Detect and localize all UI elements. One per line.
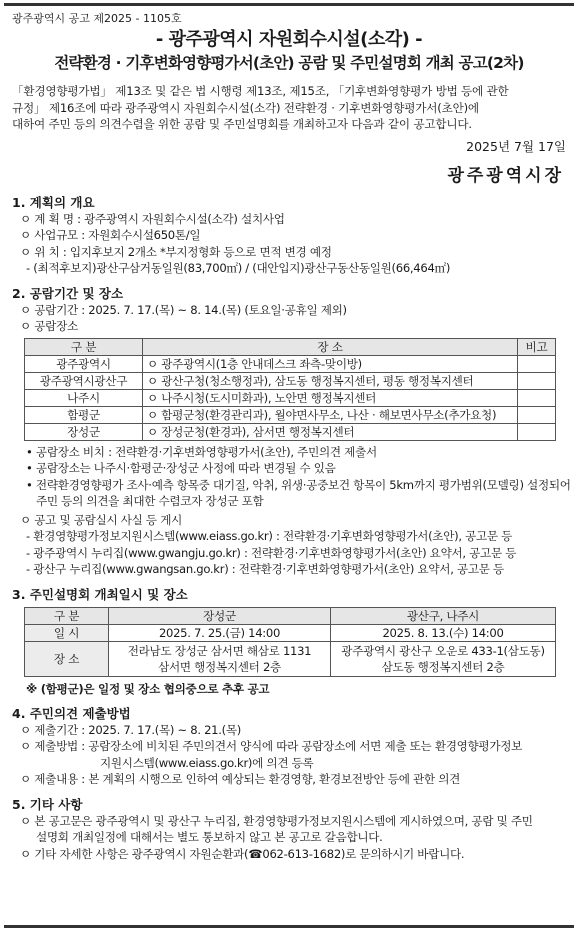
notice-date: 2025년 7월 17일 — [466, 138, 566, 154]
web-posting-item: - 환경영향평가정보지원시스템(www.eiass.go.kr) : 전략환경·기후변화영향평가서(초안), 공고문 등 — [26, 529, 513, 543]
place-cell: ㅇ 광주광역시(1층 안내데스크 좌측-맞이방) — [143, 355, 518, 372]
notice-page — [4, 3, 574, 928]
briefing-note: ※ (함평군)은 일정 및 장소 협의중으로 추후 공고 — [26, 681, 270, 696]
bullet-note: • 공람장소 비치 : 전략환경·기후변화영향평가서(초안), 주민의견 제출서 — [26, 444, 377, 459]
place-cell: ㅇ 광산구청(청소행정과), 삼도동 행정복지센터, 평동 행정복지센터 — [143, 372, 518, 389]
table-row — [25, 389, 556, 406]
table-header: 구 분 — [25, 607, 109, 624]
submit-method-cont: 지원시스템(www.eiass.go.kr)에 의견 등록 — [100, 755, 314, 770]
submit-content: ㅇ 제출내용 : 본 계획의 시행으로 인하여 예상되는 환경영향, 환경보전방안 등에 관한 의견 — [20, 772, 461, 786]
area-cell: 함평군 — [25, 406, 143, 423]
place-cell: ㅇ 함평군청(환경관리과), 월야면사무소, 나산 · 해보면사무소(추가요청) — [143, 406, 518, 423]
section-4-title: 4. 주민의견 제출방법 — [12, 705, 131, 721]
table-header: 장성군 — [109, 607, 331, 624]
bullet-note: • 전략환경영향평가 조사·예측 항목중 대기질, 악취, 위생·공중보건 항목이 5km까지 평가범위(모델링) 설정되어 — [26, 477, 571, 492]
table-row — [25, 372, 556, 389]
briefing-table — [24, 607, 556, 677]
place-cell: ㅇ 나주시청(도시미화과), 노안면 행정복지센터 — [143, 389, 518, 406]
table-header: 장 소 — [143, 338, 518, 355]
area-cell: 장성군 — [25, 423, 143, 440]
note-cell — [518, 406, 556, 423]
section-5-title: 5. 기타 사항 — [12, 796, 83, 812]
bullet-note: • 공람장소는 나주시·함평군·장성군 사정에 따라 변경될 수 있음 — [26, 461, 336, 475]
signer: 광주광역시장 — [447, 165, 564, 186]
notice-title: - 광주광역시 자원회수시설(소각) - — [155, 29, 423, 50]
date-gwangsan: 2025. 8. 13.(수) 14:00 — [331, 624, 556, 641]
place-gwangsan — [331, 641, 556, 676]
table-row — [25, 624, 556, 641]
review-period: ㅇ 공람기간 : 2025. 7. 17.(목) ~ 8. 14.(목) (토요일·공휴일 제외) — [20, 302, 347, 317]
notice-number: 광주광역시 공고 제2025 - 1105호 — [12, 12, 182, 25]
date-jangseong: 2025. 7. 25.(금) 14:00 — [109, 624, 331, 641]
plan-location: ㅇ 위 치 : 입지후보지 2개소 *부지정형화 등으로 면적 변경 예정 — [20, 244, 332, 259]
table-row — [25, 355, 556, 372]
table-row — [25, 641, 556, 676]
note-cell — [518, 355, 556, 372]
etc-item: ㅇ 기타 자세한 사항은 광주광역시 자원순환과(☎062-613-1682)로 문의하시기 바랍니다. — [20, 846, 465, 861]
submit-period: ㅇ 제출기간 : 2025. 7. 17.(목) ~ 8. 21.(목) — [20, 722, 241, 737]
place-line: 전라남도 장성군 삼서면 해삼로 1131 — [127, 643, 312, 658]
web-posting-item: - 광주광역시 누리집(www.gwangju.go.kr) : 전략환경·기후변화영향평가서(초안) 요약서, 공고문 등 — [26, 545, 517, 560]
note-cell — [518, 423, 556, 440]
etc-item-cont: 설명회 개최일정에 대해서는 별도 통보하지 않고 본 공고로 갈음합니다. — [36, 830, 383, 844]
notice-subtitle: 전략환경 · 기후변화영향평가서(초안) 공람 및 주민설명회 개최 공고(2차) — [54, 54, 524, 72]
intro-paragraph — [12, 83, 566, 133]
place-line: 광주광역시 광산구 오운로 433-1(삼도동) — [341, 643, 545, 658]
place-cell: ㅇ 장성군청(환경과), 삼서면 행정복지센터 — [143, 423, 518, 440]
table-header: 구 분 — [25, 338, 143, 355]
place-line: 삼서면 행정복지센터 2층 — [158, 659, 281, 674]
table-header: 광산구, 나주시 — [331, 607, 556, 624]
plan-name: ㅇ 계 획 명 : 광주광역시 자원회수시설(소각) 설치사업 — [20, 211, 285, 226]
row-label: 일 시 — [25, 624, 109, 641]
web-posting-item: - 광산구 누리집(www.gwangsan.go.kr) : 전략환경·기후변화영향평가서(초안) 요약서, 공고문 등 — [26, 562, 504, 576]
bullet-note-cont: 주민 등의 의견을 최대한 수렴코자 장성군 포함 — [36, 494, 264, 508]
submit-method: ㅇ 제출방법 : 공람장소에 비치된 주민의견서 양식에 따라 공람장소에 서면 제출 또는 환경영향평가정보 — [20, 739, 523, 753]
area-cell: 나주시 — [25, 389, 143, 406]
intro-line: 대하여 주민 등의 의견수렴을 위한 공람 및 주민설명회를 개최하고자 다음과 같이 공고합니다. — [12, 117, 472, 131]
area-cell: 광주광역시광산구 — [25, 372, 143, 389]
plan-scale: ㅇ 사업규모 : 자원회수시설650톤/일 — [20, 228, 201, 242]
place-jangseong — [109, 641, 331, 676]
place-line: 삼도동 행정복지센터 2층 — [381, 659, 505, 674]
section-2-title: 2. 공람기간 및 장소 — [12, 285, 124, 301]
row-label: 장 소 — [25, 641, 109, 676]
note-cell — [518, 389, 556, 406]
etc-item: ㅇ 본 공고문은 광주광역시 및 광산구 누리집, 환경영향평가정보지원시스템에 게시하였으며, 공람 및 주민 — [20, 813, 533, 828]
review-place-table — [24, 338, 556, 441]
table-header: 비고 — [518, 338, 556, 355]
intro-line: 규정」 제16조에 따라 광주광역시 자원회수시설(소각) 전략환경 · 기후변화영향평가서(초안)에 — [12, 100, 479, 115]
table-row — [25, 406, 556, 423]
section-1-title: 1. 계획의 개요 — [12, 194, 95, 210]
table-row — [25, 423, 556, 440]
plan-sites: - (최적후보지)광산구삼거동일원(83,700㎡) / (대안입지)광산구동산동일원(66,464㎡) — [26, 261, 451, 275]
note-cell — [518, 372, 556, 389]
intro-line: 「환경영향평가법」 제13조 및 같은 법 시행령 제13조, 제15조, 「기후변화영향평가 방법 등에 관한 — [12, 84, 509, 98]
web-posting-label: ㅇ 공고 및 공람실시 사실 등 게시 — [20, 512, 183, 527]
section-3-title: 3. 주민설명회 개최일시 및 장소 — [12, 586, 188, 602]
area-cell: 광주광역시 — [25, 355, 143, 372]
review-place-label: ㅇ 공람장소 — [20, 319, 78, 333]
